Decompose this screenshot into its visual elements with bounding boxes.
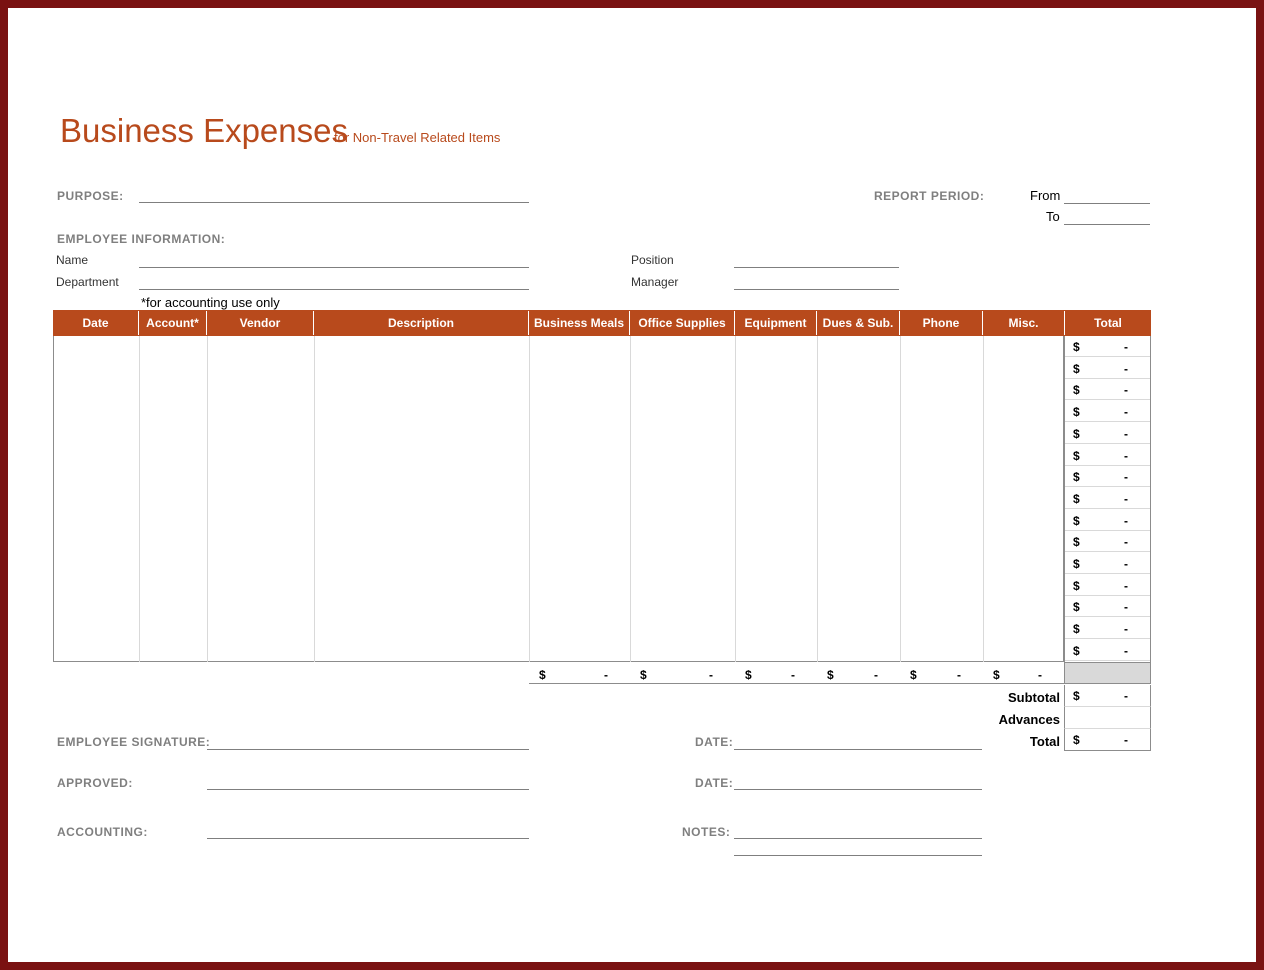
sum-equipment: $ - bbox=[735, 664, 817, 684]
name-label: Name bbox=[56, 253, 89, 267]
total-row: $ - bbox=[1065, 488, 1150, 509]
sum-phone: $ - bbox=[900, 664, 983, 684]
position-label: Position bbox=[631, 253, 674, 267]
manager-field[interactable] bbox=[734, 289, 899, 290]
column-header-vendor: Vendor bbox=[207, 311, 314, 335]
column-header-account: Account* bbox=[139, 311, 207, 335]
column-divider bbox=[817, 336, 818, 662]
column-header-office-supplies: Office Supplies bbox=[630, 311, 735, 335]
column-header-dues-sub: Dues & Sub. bbox=[817, 311, 900, 335]
to-field[interactable] bbox=[1064, 224, 1150, 225]
advances-value[interactable] bbox=[1064, 707, 1151, 729]
position-field[interactable] bbox=[734, 267, 899, 268]
accounting-field[interactable] bbox=[207, 838, 529, 839]
to-label: To bbox=[1046, 209, 1060, 224]
total-row: $ - bbox=[1065, 401, 1150, 422]
employee-info-label: EMPLOYEE INFORMATION: bbox=[57, 232, 226, 246]
accounting-label: ACCOUNTING: bbox=[57, 825, 148, 839]
sum-dues-sub: $ - bbox=[817, 664, 900, 684]
column-divider bbox=[630, 336, 631, 662]
total-row: $ - bbox=[1065, 531, 1150, 552]
total-row: $ - bbox=[1065, 510, 1150, 531]
total-row: $ - bbox=[1065, 358, 1150, 379]
total-row: $ - bbox=[1065, 336, 1150, 357]
total-row: $ - bbox=[1065, 640, 1150, 661]
approved-field[interactable] bbox=[207, 789, 529, 790]
page-subtitle: for Non-Travel Related Items bbox=[334, 130, 501, 145]
approved-date-field[interactable] bbox=[734, 789, 982, 790]
column-header-business-meals: Business Meals bbox=[529, 311, 630, 335]
column-header-total: Total bbox=[1065, 311, 1151, 335]
column-divider bbox=[529, 336, 530, 662]
subtotal-label: Subtotal bbox=[1008, 690, 1060, 705]
column-divider bbox=[207, 336, 208, 662]
notes-label: NOTES: bbox=[682, 825, 731, 839]
signature-date-label: DATE: bbox=[695, 735, 734, 749]
total-row: $ - bbox=[1065, 596, 1150, 617]
from-label: From bbox=[1030, 188, 1061, 203]
notes-field-line-1[interactable] bbox=[734, 838, 982, 839]
total-column bbox=[1064, 336, 1151, 662]
from-field[interactable] bbox=[1064, 203, 1150, 204]
sum-office-supplies: $ - bbox=[630, 664, 735, 684]
total-row: $ - bbox=[1065, 618, 1150, 639]
approved-label: APPROVED: bbox=[57, 776, 133, 790]
sum-misc: $ - bbox=[983, 664, 1064, 684]
subtotal-value: $ - bbox=[1064, 685, 1151, 707]
department-field[interactable] bbox=[139, 289, 529, 290]
purpose-label: PURPOSE: bbox=[57, 189, 124, 203]
column-divider bbox=[735, 336, 736, 662]
column-divider bbox=[314, 336, 315, 662]
column-header-date: Date bbox=[53, 311, 139, 335]
notes-field-line-2[interactable] bbox=[734, 855, 982, 856]
approved-date-label: DATE: bbox=[695, 776, 734, 790]
total-value: $ - bbox=[1064, 729, 1151, 751]
column-header-description: Description bbox=[314, 311, 529, 335]
department-label: Department bbox=[56, 275, 119, 289]
name-field[interactable] bbox=[139, 267, 529, 268]
total-row: $ - bbox=[1065, 379, 1150, 400]
total-row: $ - bbox=[1065, 445, 1150, 466]
accounting-note: *for accounting use only bbox=[141, 295, 280, 310]
grand-total-cell bbox=[1064, 662, 1151, 684]
manager-label: Manager bbox=[631, 275, 679, 289]
total-row: $ - bbox=[1065, 575, 1150, 596]
sum-business-meals: $ - bbox=[529, 664, 630, 684]
column-header-equipment: Equipment bbox=[735, 311, 817, 335]
column-divider bbox=[900, 336, 901, 662]
employee-signature-label: EMPLOYEE SIGNATURE: bbox=[57, 735, 211, 749]
expense-sheet bbox=[8, 8, 1256, 962]
column-divider bbox=[139, 336, 140, 662]
signature-date-field[interactable] bbox=[734, 749, 982, 750]
advances-label: Advances bbox=[998, 712, 1060, 727]
column-divider bbox=[983, 336, 984, 662]
employee-signature-field[interactable] bbox=[207, 749, 529, 750]
column-header-misc: Misc. bbox=[983, 311, 1065, 335]
purpose-field[interactable] bbox=[139, 202, 529, 203]
total-label: Total bbox=[1029, 734, 1060, 749]
report-period-label: REPORT PERIOD: bbox=[874, 189, 985, 203]
page-title: Business Expenses bbox=[60, 112, 348, 149]
expense-table-body[interactable] bbox=[53, 336, 1064, 662]
total-row: $ - bbox=[1065, 553, 1150, 574]
total-row: $ - bbox=[1065, 466, 1150, 487]
total-row: $ - bbox=[1065, 423, 1150, 444]
column-header-phone: Phone bbox=[900, 311, 983, 335]
